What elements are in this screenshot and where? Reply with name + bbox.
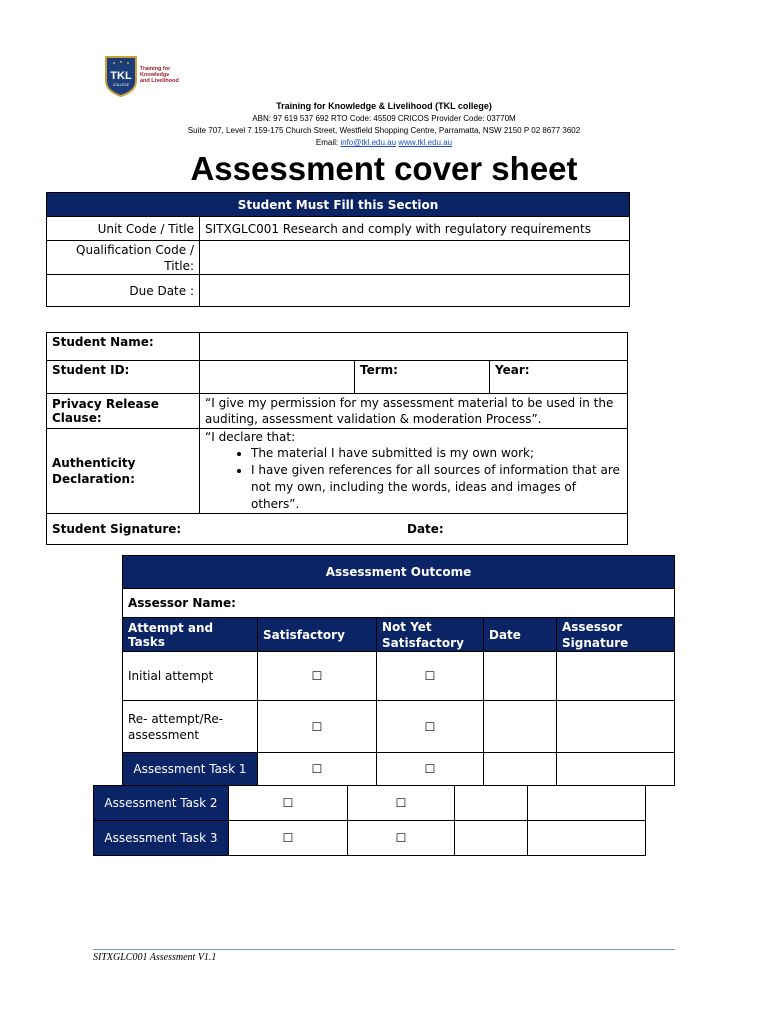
logo-badge-text: TKL: [110, 70, 132, 82]
date-cell[interactable]: [484, 701, 557, 753]
student-id-label: Student ID:: [47, 361, 200, 394]
outcome-table: [122, 555, 675, 786]
outcome-table-tasks: [93, 785, 646, 856]
due-date-label: Due Date :: [47, 275, 200, 307]
date-cell[interactable]: [455, 786, 528, 821]
checkbox-not-yet[interactable]: ☐: [348, 821, 455, 856]
org-name: Training for Knowledge & Livelihood (TKL college): [276, 101, 492, 111]
footer-text: SITXGLC001 Assessment V1.1: [93, 952, 217, 963]
authenticity-declaration: “I declare that: • The material I have submitted is my own work; • I have given references for all sources of information that are not my own, including the words, ideas and images of others”.: [200, 429, 628, 514]
checkbox-satisfactory[interactable]: ☐: [258, 753, 377, 786]
authenticity-label: Authenticity Declaration:: [47, 429, 200, 514]
year-label: Year:: [490, 361, 628, 394]
date-cell[interactable]: [455, 821, 528, 856]
term-label: Term:: [355, 361, 490, 394]
unit-section-header: Student Must Fill this Section: [47, 193, 630, 217]
privacy-label: Privacy Release Clause:: [47, 394, 200, 429]
website-link[interactable]: www.tkl.edu.au: [398, 138, 453, 147]
declaration-item: • The material I have submitted is my own work;: [251, 445, 622, 462]
checkbox-not-yet[interactable]: ☐: [377, 753, 484, 786]
checkbox-satisfactory[interactable]: ☐: [258, 701, 377, 753]
student-id-field[interactable]: [200, 361, 355, 394]
contact-line: Email: info@tkl.edu.au www.tkl.edu.au: [315, 138, 453, 147]
col-attempt: Attempt and Tasks: [123, 618, 258, 652]
student-name-field[interactable]: [200, 333, 628, 361]
date-cell[interactable]: [484, 753, 557, 786]
checkbox-satisfactory[interactable]: ☐: [258, 652, 377, 701]
checkbox-not-yet[interactable]: ☐: [377, 652, 484, 701]
checkbox-satisfactory[interactable]: ☐: [229, 786, 348, 821]
row-reattempt: Re- attempt/Re- assessment: [123, 701, 258, 753]
student-table: [46, 332, 628, 545]
qualification-field[interactable]: [200, 241, 630, 275]
row-task-1: Assessment Task 1: [123, 753, 258, 786]
privacy-text: “I give my permission for my assessment material to be used in the auditing, assessment validation & moderation Process”.: [200, 394, 628, 429]
row-task-3: Assessment Task 3: [94, 821, 229, 856]
declaration-item: • I have given references for all sources of information that are not my own, including the words, ideas and images of others”.: [251, 462, 622, 513]
email-link[interactable]: info@tkl.edu.au: [340, 138, 397, 147]
student-signature-label: Student Signature:: [52, 522, 182, 536]
checkbox-not-yet[interactable]: ☐: [377, 701, 484, 753]
abn-line: ABN: 97 619 537 692 RTO Code: 45509 CRICOS Provider Code: 03770M: [252, 114, 516, 123]
signature-cell[interactable]: [557, 652, 675, 701]
signature-cell[interactable]: [528, 786, 646, 821]
signature-cell[interactable]: [557, 753, 675, 786]
signature-row[interactable]: [47, 514, 628, 545]
date-cell[interactable]: [484, 652, 557, 701]
footer-divider: [93, 949, 675, 950]
page-title: Assessment cover sheet: [190, 150, 578, 187]
assessor-name-label[interactable]: Assessor Name:: [123, 589, 675, 618]
signature-cell[interactable]: [528, 821, 646, 856]
checkbox-not-yet[interactable]: ☐: [348, 786, 455, 821]
unit-table: [46, 192, 630, 307]
due-date-field[interactable]: [200, 275, 630, 307]
college-logo: [104, 55, 138, 97]
col-not-yet: Not Yet Satisfactory: [377, 618, 484, 652]
student-name-label: Student Name:: [47, 333, 200, 361]
col-signature: Assessor Signature: [557, 618, 675, 652]
outcome-header: Assessment Outcome: [123, 556, 675, 589]
address-line: Suite 707, Level 7 159-175 Church Street, Westfield Shopping Centre, Parramatta, NSW 2150 P 02 8677 3602: [187, 126, 581, 135]
row-task-2: Assessment Task 2: [94, 786, 229, 821]
signature-date-label: Date:: [407, 522, 444, 536]
unit-code-label: Unit Code / Title: [47, 217, 200, 241]
qualification-label: Qualification Code / Title:: [47, 241, 200, 275]
logo-badge-sub: COLLEGE: [112, 83, 130, 87]
signature-cell[interactable]: [557, 701, 675, 753]
logo-wordmark: Training for Knowledge and Livelihood: [140, 66, 179, 84]
row-initial-attempt: Initial attempt: [123, 652, 258, 701]
col-date: Date: [484, 618, 557, 652]
col-satisfactory: Satisfactory: [258, 618, 377, 652]
unit-code-value: SITXGLC001 Research and comply with regulatory requirements: [200, 217, 630, 241]
checkbox-satisfactory[interactable]: ☐: [229, 821, 348, 856]
